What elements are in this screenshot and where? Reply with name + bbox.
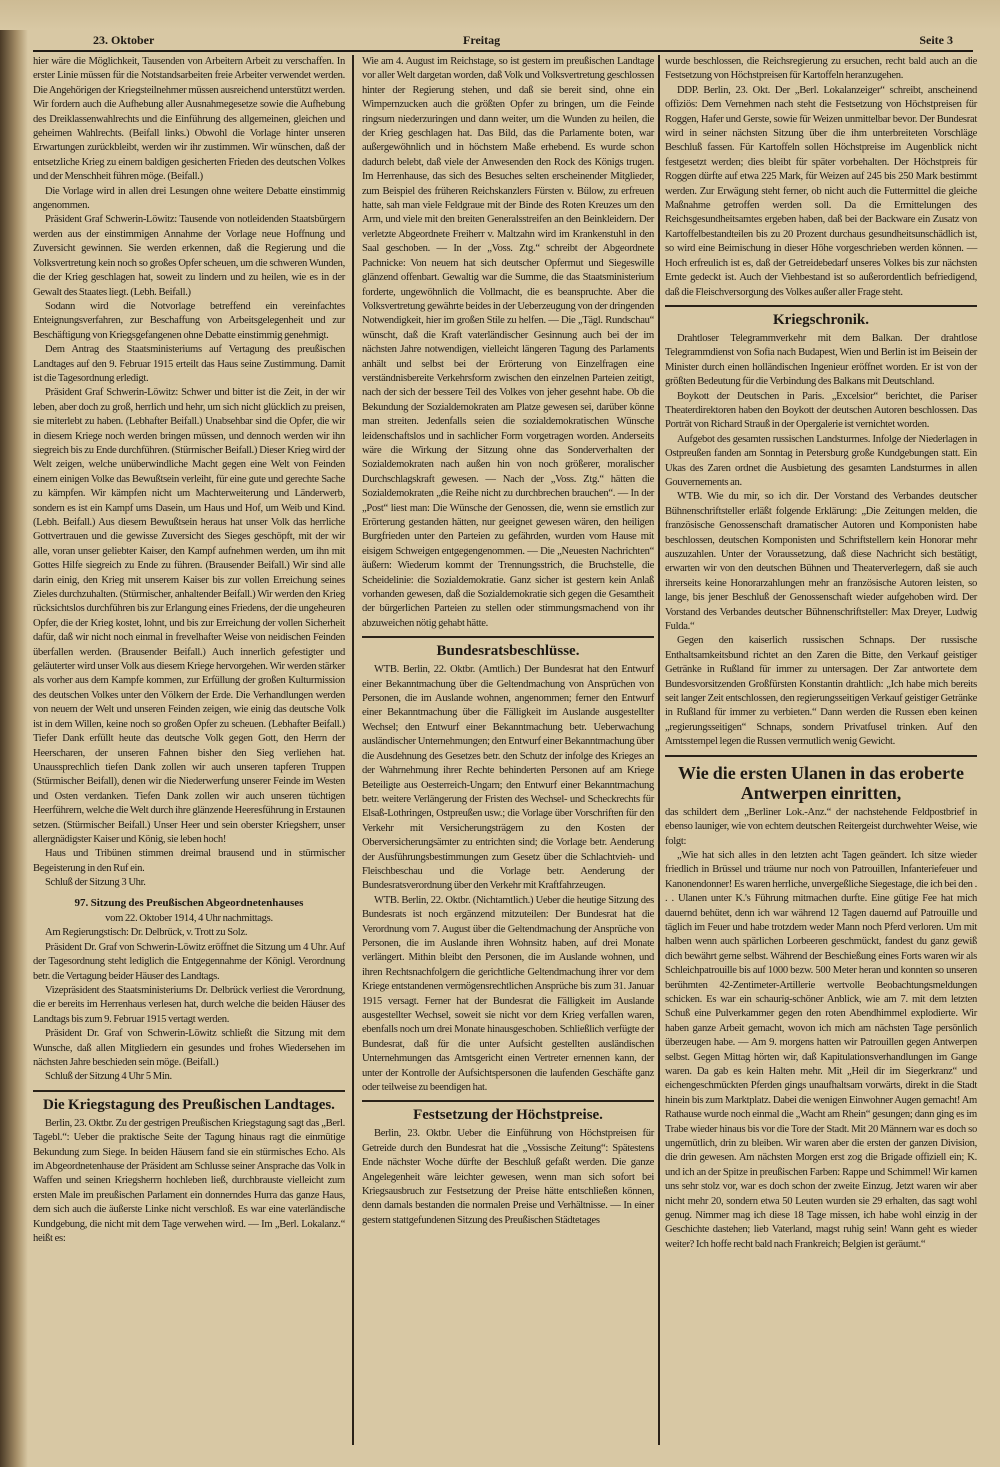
paragraph: Präsident Graf Schwerin-Löwitz: Tausende von notleidenden Staatsbürgern werden aus der einstimmigen Annahme der Vorlage neue Hoffnung und Zuversicht gewinnen. Sie werden erkennen, daß die Regierung und die Volksvertretung kein noch so großes Opfer scheuen, um die schweren Wunden, die der Krieg geschlagen hat, soweit zu lindern und zu heilen, wie es in der Gewalt des Staates liegt. (Lebh. Beifall.): [33, 214, 345, 298]
paragraph: Am Regierungstisch: Dr. Delbrück, v. Trott zu Solz.: [45, 927, 248, 939]
header-day: Freitag: [463, 33, 501, 47]
paragraph: WTB. Wie du mir, so ich dir. Der Vorstand des Verbandes deutscher Bühnenschriftsteller erläßt folgende Erklärung: „Die Zeitungen melden, die französische Genossenschaft dramatischer Autoren und Komponisten habe beschlossen, deutschen Komponisten und Schriftstellern kein Honorar mehr auszuzahlen. Unter der Voraussetzung, daß diese Nachricht sich bestätigt, erwarten wir von den deutschen Bühnen und Theaterverlegern, daß sie auch ihrerseits keine Honorarzahlungen mehr an französische Autoren leisten, so lange, bis jener Beschluß der Genossenschaft wieder aufgehoben wird. Der Vorstand des Verbandes deutscher Bühnenschriftsteller: Max Dreyer, Ludwig Fulda.“: [665, 491, 977, 633]
session-title: 97. Sitzung des Preußischen Abgeordnetenhauses: [74, 896, 304, 909]
paragraph: WTB. Berlin, 22. Oktbr. (Nichtamtlich.) Ueber die heutige Sitzung des Bundesrats ist noch ergänzend mitzuteilen: Der Bundesrat hat die Verordnung vom 7. August über die Geltendmachung der Ansprüche von Personen, die im Auslande ihren Wohnsitz haben, auf drei Monate verlängert. Mithin bleibt den Personen, die im Auslande wohnen, und ihren Rechtsnachfolgern die gerichtliche Geltendmachung ihrer vor dem Kriege entstandenen vermögensrechtlichen Ansprüche bis zum 31. Januar 1915 versagt. Ferner hat der Bundesrat die Fälligkeit im Auslande ausgestellter Wechsel, soweit sie nicht vor dem Krieg verfallen waren, ebenfalls noch um drei Monate hinausgeschoben. Schließlich verfügte der Bundesrat, daß für die unter Aufsicht gestellten ausländischen Unternehmungen das Amtsgericht einen Vertreter ernennen kann, der unter der Kontrolle der Aufsichtspersonen die laufenden Geschäfte ganz oder teilweise zu beendigen hat.: [362, 894, 654, 1094]
paragraph: Wie am 4. August im Reichstage, so ist gestern im preußischen Landtage vor aller Welt dargetan worden, daß Volk und Volksvertretung geschlossen hinter der Regierung stehen, und daß sie bereit sind, ohne ein Wimpernzucken auch die größten Opfer zu bringen, um die Feinde ringsum niederzuringen und dann weiter, um die Wunden zu heilen, die der Krieg geschlagen hat. Das Bild, das die Parlamente boten, war außergewöhnlich und in höchstem Maße erhebend. Es wurde schon dadurch belebt, daß viele der Anwesenden den Rock des Königs trugen. Im Herrenhause, das sich des Besuches selten erscheinender Mitglieder, zum Beispiel des früheren Reichskanzlers Fürsten v. Bülow, zu erfreuen hatte, sah man viele Feldgraue mit der Binde des Roten Kreuzes um den Arm, und viele mit den breiten Generalsstreifen an den Beinkleidern. Der verletzte Abgeordnete Freiherr v. Maltzahn wird im Krankenstuhl in den Saal geschoben. — In der „Voss. Ztg.“ schreibt der Abgeordnete Pachnicke: Von neuem hat sich deutscher Opfermut und Siegeswille glänzend offenbart. Gewaltig war die Summe, die das Staatsministerium forderte, ungewöhnlich die Vollmacht, die es beanspruchte. Aber die Volksvertretung gewährte beides in der Ueberzeugung von der dringenden Notwendigkeit, hier im großen Stile zu helfen. — Die „Tägl. Rundschau“ wünscht, daß die Kraft vaterländischer Gesinnung auch bei der im nächsten Jahre notwendigen, vielleicht längeren Tagung des Parlaments anhält und selbst bei der Erörterung von Einzelfragen eine verständnisbereite Verkehrsform zwischen den einzelnen Parteien zeitigt, nach der sich der bessere Teil des Volkes von jeher gesehnt habe. Ob die Bekundung der Sozialdemokraten am Platze gewesen sei, darüber könne man streiten. Jedenfalls seien die sozialdemokratischen Wünsche leidenschaftslos und in sachlicher Form vorgetragen worden. Anderseits wäre die Wirkung der Sitzung ohne das Sonderverhalten der Sozialdemokraten nach außen hin von noch größerer, moralischer Durchschlagskraft gewesen. — Nach der „Voss. Ztg.“ hätten die Sozialdemokraten „die Reihe nicht zu durchbrechen brauchen“. — In der „Post“ liest man: Die Wünsche der Genossen, die, wenn sie ernstlich zur Erörterung gestanden hätten, nur geeignet gewesen wären, den heiligen Burgfrieden unter den Parteien zu gefährden, wurden vom Hause mit eisigem Schweigen entgegengenommen. — Die „Neuesten Nachrichten“ äußern: Wiederum kommt der Trennungsstrich, die Bruchstelle, die Scheidelinie: die Sozialdemokratie. Ganz sicher ist gestern kein Anlaß vorhanden gewesen, daß die Sozialdemokratie sich gegen die Gesamtheit der bürgerlichen Parteien zu stellen oder stimmungsmachend von ihr abzuweichen nötig gehabt hätte.: [362, 56, 654, 629]
paragraph: Gegen den kaiserlich russischen Schnaps. Der russische Enthaltsamkeitsbund richtet an den Zaren die Bitte, den Verkauf geistiger Getränke in Rußland für immer zu untersagen. Der Zar antwortete dem Bundesvorsitzenden Großfürsten Konstantin drahtlich: „Ich habe mich bereits seit langer Zeit entschlossen, den regierungsseitigen Verkauf geistiger Getränke in Rußland für immer zu verbieten.“ Dann werden die Russen eben keinen „regierungsseitigen“ Schnaps, sondern Privatfusel trinken. Auf den Amtsstempel legen die Russen vermutlich wenig Gewicht.: [665, 635, 977, 748]
paragraph: Schluß der Sitzung 4 Uhr 5 Min.: [45, 1071, 172, 1083]
divider: [33, 1090, 345, 1092]
header-date: 23. Oktober: [93, 33, 155, 47]
header-rule: [33, 50, 973, 52]
paragraph: Berlin, 23. Oktbr. Zu der gestrigen Preußischen Kriegstagung sagt das „Berl. Tagebl.“: Ueber die praktische Seite der Tagung hinaus ragt die einmütige Bekundung zum Siege. In beiden Häusern fand sie ein stürmisches Echo. Als im Abgeordnetenhause der Präsident am Schlusse seiner Ansprache das Volk in Waffen und seinen Kriegsherrn hochleben ließ, durchbrauste vielleicht zum ersten Male im preußischen Parlament ein donnerndes Hurra das ganze Haus, dem sich auch die äußerste Linke nicht verschloß. Es war eine vaterländische Kundgebung, die nicht mit dem Tage verwehen wird. — Im „Berl. Lokalanz.“ heißt es:: [33, 1117, 345, 1245]
divider: [362, 1100, 654, 1102]
paragraph: Präsident Dr. Graf von Schwerin-Löwitz eröffnet die Sitzung um 4 Uhr. Auf der Tagesordnung steht lediglich die Entgegennahme der Königl. Verordnung betr. die Vertagung beider Häuser des Landtags.: [33, 941, 345, 982]
headline-ulanen-antwerpen: Wie die ersten Ulanen in das eroberte Antwerpen einritten,: [678, 762, 964, 803]
headline-bundesratsbeschluesse: Bundesratsbeschlüsse.: [436, 643, 580, 660]
session-date: vom 22. Oktober 1914, 4 Uhr nachmittags.: [105, 912, 273, 924]
paragraph: Präsident Dr. Graf von Schwerin-Löwitz schließt die Sitzung mit dem Wunsche, daß allen Mitgliedern ein gesundes und frohes Wiedersehen im nächsten Jahre beschieden sein möge. (Beifall.): [33, 1028, 345, 1069]
page-header: [33, 33, 973, 49]
column-1: [33, 55, 345, 1247]
headline-hoechstpreise: Festsetzung der Höchstpreise.: [413, 1107, 603, 1124]
paragraph: WTB. Berlin, 22. Oktbr. (Amtlich.) Der Bundesrat hat den Entwurf einer Bekanntmachung über die Geltendmachung von Ansprüchen von Personen, die im Auslande wohnen, angenommen; ferner den Entwurf einer Bekanntmachung über die Fälligkeit im Auslande ausgestellter Wechsel; den Entwurf einer Bekanntmachung betr. Ueberwachung ausländischer Unternehmungen; den Entwurf einer Bekanntmachung über die Ausdehnung des Gesetzes betr. den Schutz der infolge des Krieges an der Wahrnehmung ihrer Rechte behinderten Personen auf am Kriege Beteiligte aus Oesterreich-Ungarn; den Entwurf einer Bekanntmachung betr. weitere Verlängerung der Fristen des Wechsel- und Scheckrechts für Elsaß-Lothringen, Ostpreußen usw.; die Vorlage über Vorschriften für den Verkehr mit Versicherungsträgern zu den Kosten der Oberversicherungsämter zu entrichten sind; die Vorlage betr. Aenderung der Ausführungsbestimmungen zum Gesetz über die Schlachtvieh- und Fleischbeschau und die Vorlage betr. Aenderung der Bundesratsverordnung über den Verkehr mit Kraftfahrzeugen.: [362, 664, 654, 892]
paragraph: Sodann wird die Notvorlage betreffend ein vereinfachtes Enteignungsverfahren, zur Beschaffung von Arbeitsgelegenheit und zur Beschäftigung von Kriegsgefangenen ohne Debatte einstimmig genehmigt.: [33, 300, 345, 341]
landtag-report: [33, 55, 345, 891]
paragraph: Berlin, 23. Oktbr. Ueber die Einführung von Höchstpreisen für Getreide durch den Bundesrat hat die „Vossische Zeitung“: Spätestens Ende nächster Woche dürfte der Beschluß gefaßt werden. Die ganze Angelegenheit wäre leichter gewesen, wenn man sich sofort bei Kriegsausbruch zur Festsetzung der Preise hätte entschließen können, denn damals bestanden die normalen Preise und Verhältnisse. — In einer gestern stattgefundenen Sitzung des Preußischen Städtetages: [362, 1128, 654, 1226]
column-2: [362, 55, 654, 1228]
paragraph: das schildert dem „Berliner Lok.-Anz.“ der nachstehende Feldpostbrief in ebenso launiger, wie von echtem deutschen Reitergeist durchwehter Weise, wie folgt:: [665, 806, 977, 847]
paragraph: Präsident Graf Schwerin-Löwitz: Schwer und bitter ist die Zeit, in der wir leben, aber doch zu groß, herrlich und hehr, um sich nicht glücklich zu preisen, sie miterlebt zu haben. (Lebhafter Beifall.) Unabsehbar sind die Opfer, die wir in diesem Kriege noch werden bringen müssen, und dennoch werden wir ihn siegreich bis zu Ende durchführen. (Stürmischer Beifall.) Dieser Krieg wird der Welt zeigen, welche unüberwindliche Macht gegen eine Welt von Feinden einem einigen Volke das Bewußtsein verleiht, für eine gute und gerechte Sache zu kämpfen. Wir kämpfen nicht um Machterweiterung und Länderwerb, sondern es ist ein Kampf ums Dasein, um Haus und Hof, um Weib und Kind. (Lebh. Beifall.) Aus diesem Bewußtsein heraus hat unser Volk das herrliche Gottvertrauen und die gewisse Zuversicht des Sieges geschöpft, mit der wir alle, voran unser geliebter Kaiser, den Kampf aufnehmen werden, um ihn mit Gottes Hilfe siegreich zu Ende zu führen. (Brausender Beifall.) Wir sind alle darin einig, den Krieg mit unserem Kaiser bis zur vollen Erreichung seines Zieles durchzuhalten. (Stürmischer, anhaltender Beifall.) Wir werden den Krieg rücksichtslos durchführen bis zur Erlangung eines Friedens, der die ungeheuren Opfer, die der Krieg kostet, lohnt, und bis zur Erreichung der vollen Sicherheit dafür, daß wir nicht noch einmal in frevelhafter Weise von neidischen Feinden überfallen werden. (Brausender Beifall.) Auch innerlich gefestigter und geläuterter wird unser Volk aus diesem Kriege hervorgehen. Wir werden stärker als vorher aus dem Kampfe kommen, zur Erfüllung der großen Kulturmission des deutschen Volkes unter den Völkern der Erde. Die Verhandlungen werden von neuem der Welt und unseren Feinden zeigen, wie einig das deutsche Volk ist in dem Willen, keine noch so großen Opfer zu scheuen. (Lebhafter Beifall.) Tiefer Dank erfüllt heute das deutsche Volk gegen Gott, den Herrn der Heerscharen, der unseren Fahnen bisher den Sieg verliehen hat. Unaussprechlich tiefen Dank zollen wir auch unseren tapferen Truppen (Stürmischer Beifall), denen wir die Niederwerfung unserer Feinde im Westen und Osten verdanken. Tiefen Dank zollen wir auch unseren tüchtigen Heerführern, welche die Welt durch ihre glänzende Heeresführung in Erstaunen setzen. (Stürmischer Beifall.) Unser Heer und sein oberster Kriegsherr, unser allergnädigster Kaiser und König, sie leben hoch!: [33, 387, 345, 845]
headline-kriegschronik: Kriegschronik.: [773, 311, 869, 328]
divider: [665, 755, 977, 757]
paragraph: wurde beschlossen, die Reichsregierung zu ersuchen, recht bald auch an die Festsetzung von Höchstpreisen für Kartoffeln heranzugehen.: [665, 56, 977, 82]
paragraph: Aufgebot des gesamten russischen Landsturmes. Infolge der Niederlagen in Ostpreußen fanden am Sonntag in Petersburg große Kundgebungen statt. Ein Ukas des Zaren ordnet die Ausbietung des gesamten Landsturmes in allen Gouvernements an.: [665, 433, 977, 488]
divider: [665, 305, 977, 307]
page-edge-shadow: [0, 0, 28, 1467]
divider: [362, 636, 654, 638]
column-rule: [658, 55, 660, 1445]
header-page-number: Seite 3: [919, 33, 953, 47]
paragraph: Boykott der Deutschen in Paris. „Excelsior“ berichtet, die Pariser Theaterdirektoren haben den Boykott der deutschen Autoren beschlossen. Das Porträt von Richard Strauß in der Opergalerie ist vernichtet worden.: [665, 390, 977, 431]
paragraph: hier wäre die Möglichkeit, Tausenden von Arbeitern Arbeit zu verschaffen. In erster Linie müssen für die Notstandsarbeiten freie Arbeiter verwendet werden. Die Angehörigen der Kriegsteilnehmer müssen ausreichend unterstützt werden. Wir fordern auch die Aufhebung aller Ausnahmegesetze sowie die Aufhebung des Dreiklassenwahlrechts und die Einführung des allgemeinen, gleichen und geheimen Wahlrechts. (Beifall links.) Obwohl die Vorlage hinter unseren Erwartungen zurückbleibt, werden wir ihr zustimmen. Wir wünschen, daß der entsetzliche Krieg zu einem baldigen gesicherten Frieden des deutschen Volkes und der Menschheit führen möge. (Beifall.): [33, 56, 345, 183]
paragraph: Haus und Tribünen stimmen dreimal brausend und in stürmischer Begeisterung in den Ruf ein.: [33, 848, 345, 874]
paragraph: Vizepräsident des Staatsministeriums Dr. Delbrück verliest die Verordnung, die er bereits im Herrenhaus verlesen hat, durch welche die beiden Häuser des Landtags bis zum 9. Februar 1915 vertagt werden.: [33, 985, 345, 1025]
paragraph: DDP. Berlin, 23. Okt. Der „Berl. Lokalanzeiger“ schreibt, anscheinend offiziös: Dem Vernehmen nach steht die Festsetzung von Höchstpreisen für Roggen, Hafer und Gerste, sowie für Weizen unmittelbar bevor. Der Bundesrat wird in seiner nächsten Sitzung über die ihm unterbreiteten Vorschläge Beschluß fassen. Für Kartoffeln sollen Höchstpreise im Augenblick nicht festgesetzt werden; dies bleibt für später vorbehalten. Der Höchstpreis für Roggen dürfte auf etwa 225 Mark, für Weizen auf 245 bis 250 Mark bestimmt werden. Zur Erwägung steht ferner, ob nicht auch die Futtermittel die gleiche Maßnahme getroffen werden soll. Da die Ermittelungen des Reichsgesundheitsamtes ergeben haben, daß bei der Backware ein Zusatz von Kartoffelbestandteilen bis zu 20 Prozent durchaus gesundheitsunschädlich ist, so wird eine Beimischung in dieser Höhe vorgeschrieben werden können. — Hoch erfreulich ist es, daß der Getreidebedarf unseres Volkes bis zur nächsten Ernte gedeckt ist. Auch der Viehbestand ist so außerordentlich befriedigend, daß die Fleischversorgung des Volkes außer aller Frage steht.: [665, 84, 977, 298]
headline-kriegstagung: Die Kriegstagung des Preußischen Landtages.: [43, 1096, 335, 1113]
column-rule: [352, 55, 354, 1445]
paragraph: Dem Antrag des Staatsministeriums auf Vertagung des preußischen Landtages auf den 9. Februar 1915 erteilt das Haus seine Zustimmung. Damit ist die Tagesordnung erledigt.: [33, 344, 345, 384]
paragraph: Die Vorlage wird in allen drei Lesungen ohne weitere Debatte einstimmig angenommen.: [33, 185, 345, 212]
paragraph: Drahtloser Telegrammverkehr mit dem Balkan. Der drahtlose Telegrammdienst von Sofia nach Budapest, Wien und Berlin ist im Beisein der Minister durch einen holländischen Ingenieur eröffnet worden. Er ist von der größten Bedeutung für die Verbindung des Balkans mit Deutschland.: [665, 332, 977, 388]
paragraph: „Wie hat sich alles in den letzten acht Tagen geändert. Ich sitze wieder friedlich in Brüssel und träume nur noch von Patrouillen, Infanteriefeuer und Kanonendonner! Es waren herrliche, unvergeßliche Siegestage, die ich bei den . . . Ulanen unter K.'s Führung mitmachen durfte. Eine gütige Fee hat mich dauernd behütet, denn ich war während 12 Tagen dauernd auf Patrouille und täglich im Feuer und habe trotzdem weder Mann noch Pferd verloren. Um mit halben wenn auch spärlichen Lorbeeren geschmückt, fandest du ganz gewiß dich bewährt gerne selbst. Während der Beschießung eines Forts waren wir als Schleichpatrouille bis auf 1000 bezw. 500 Meter heran und konnten so unseren berühmten 42-Zentimeter-Artillerie wertvolle Beobachtungsmeldungen schicken. Es war ein schaurig-schöner Anblick, wie am 7. mit dem letzten Schuß eine Pulverkammer gegen den roten Abendhimmel explodierte. Wir haben ganze Arbeit gemacht, wovon ich mich am nächsten Tage persönlich überzeugen habe. — Am 9. morgens hatten wir Patrouillen gegen Antwerpen selbst. Gegen Mittag hörten wir, daß Kapitulationsverhandlungen im Gange waren. Da gab es kein Halten mehr. Mit „Heil dir im Siegerkranz“ und eichengeschmückten Pferden gings unaufhaltsam vorwärts, direkt in die Stadt hinein bis zum Marktplatz. Dabei die wenigen Einwohner Augen gemacht! Am Rathause wurde noch einmal die „Wacht am Rhein“ gesungen; dann ging es im Trabe wieder hinaus bis vor die Tore der Stadt. Mit 20 Männern war es doch so ungemütlich, drin zu bleiben. Wir waren aber die ersten der ganzen Division, die drin gewesen. Am nächsten Morgen erst zog die Brigade offiziell ein; K. und ich an der Spitze in preußischen Farben: Rappe und Schimmel! Wir kamen uns sehr stolz vor, war es doch schon der zweite Einzug. Jetzt waren wir aber nicht mehr 20, sondern etwa 50 Leuten wurden sie 29 erhalten, das sagt wohl genug. Nimmer mag ich diese 18 Tage missen, ich habe wohl einzig in der Geschichte dastehen; lieb Vaterland, magst ruhig sein! Wann geht es wieder weiter? Ich hoffe recht bald nach Frankreich; Belgien ist geräumt.“: [665, 849, 977, 1250]
page-top-margin: [0, 0, 1000, 30]
paragraph: Schluß der Sitzung 3 Uhr.: [45, 877, 146, 889]
column-3: [665, 55, 977, 1252]
